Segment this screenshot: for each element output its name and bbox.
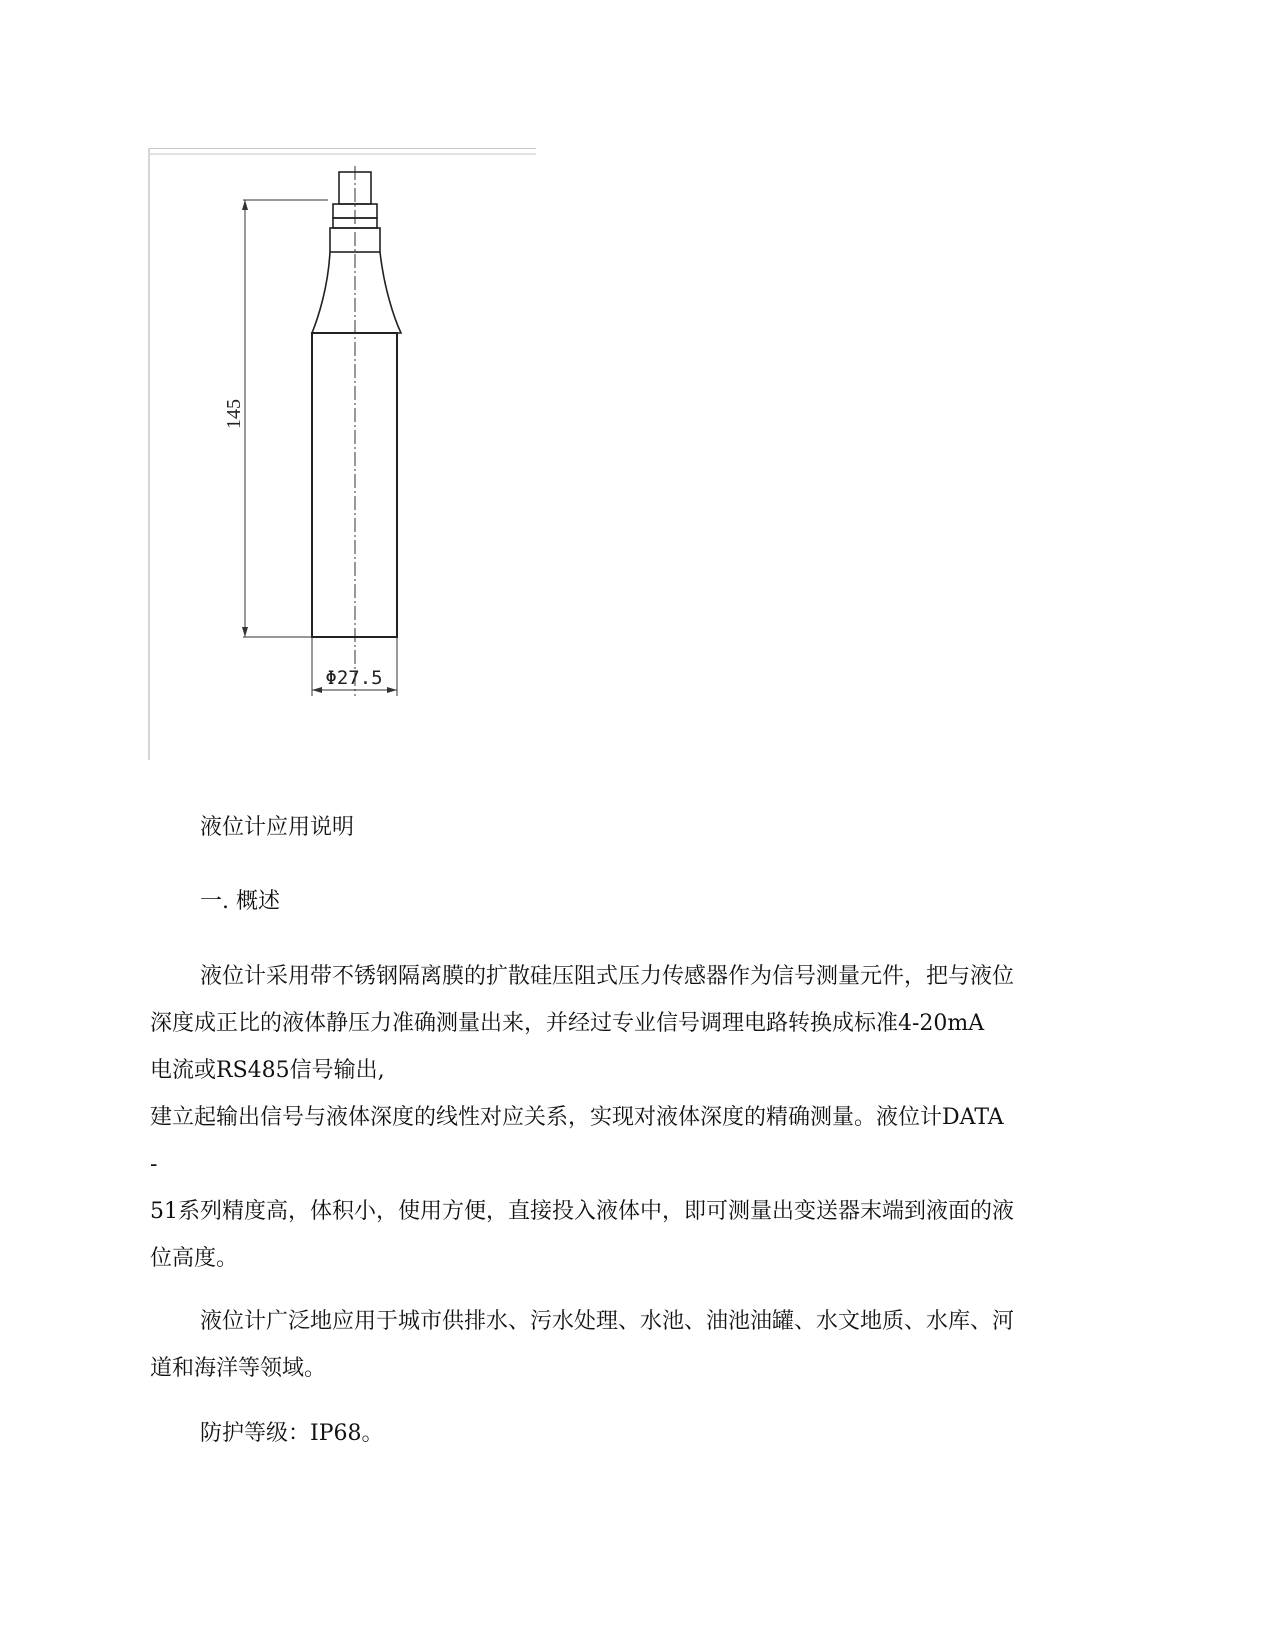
- dim-arrow-top: [242, 200, 248, 210]
- paragraph-line: 建立起输出信号与液体深度的线性对应关系，实现对液体深度的精确测量。液位计DATA: [150, 1105, 1004, 1130]
- paragraph-line: -: [150, 1152, 158, 1177]
- protection-paragraph: [150, 1410, 1130, 1457]
- paragraph-line: 深度成正比的液体静压力准确测量出来，并经过专业信号调理电路转换成标准4-20mA: [150, 1011, 985, 1036]
- dia-arrow-right: [387, 687, 397, 693]
- dim-arrow-bottom: [242, 627, 248, 637]
- dimension-height-label: 145: [223, 399, 245, 429]
- paragraph-line: 道和海洋等领域。: [150, 1356, 327, 1381]
- paragraph-line: 51系列精度高，体积小，使用方便，直接投入液体中，即可测量出变送器末端到液面的液: [150, 1199, 1014, 1224]
- dia-arrow-left: [312, 687, 322, 693]
- overview-paragraph: [150, 953, 1130, 1282]
- sensor-technical-drawing: [148, 148, 536, 762]
- section-heading: 一. 概述: [200, 889, 280, 914]
- dimension-diameter-label: Φ27.5: [325, 667, 383, 689]
- application-paragraph: [150, 1298, 1130, 1392]
- section-heading-block: [150, 878, 1130, 925]
- protection-rating: 防护等级：IP68。: [200, 1421, 384, 1446]
- document-title-block: [150, 804, 1130, 851]
- drawing-svg: [148, 148, 536, 762]
- paragraph-line: 液位计采用带不锈钢隔离膜的扩散硅压阻式压力传感器作为信号测量元件，把与液位: [200, 964, 1015, 989]
- paragraph-line: 位高度。: [150, 1246, 239, 1271]
- taper-section: [312, 252, 401, 333]
- document-title: 液位计应用说明: [200, 815, 355, 840]
- paragraph-line: 电流或RS485信号输出,: [150, 1058, 385, 1083]
- paragraph-line: 液位计广泛地应用于城市供排水、污水处理、水池、油池油罐、水文地质、水库、河: [200, 1309, 1015, 1334]
